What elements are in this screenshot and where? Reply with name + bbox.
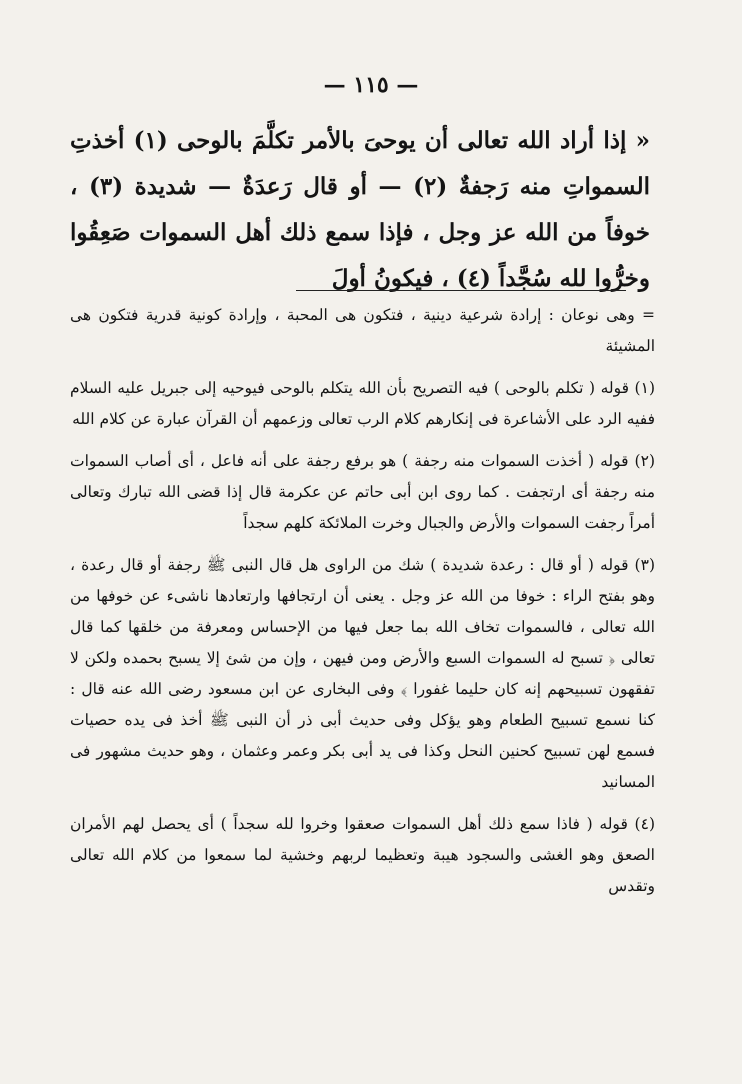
footnote-1: (١) قوله ( تكلم بالوحى ) فيه التصريح بأن الله يتكلم بالوحى فيوحيه إلى جبريل عليه السلام ففيه الرد على الأشاعرة فى إنكارهم كلام الرب تعالى وزعمهم أن القرآن عبارة عن كلام الله (70, 379, 655, 428)
footnote-3: (٣) قوله ( أو قال : رعدة شديدة ) شك من الراوى هل قال النبى ﷺ رجفة أو قال رعدة ، وهو بفتح الراء : خوفا من الله عز وجل . يعنى أن ارتجافها وارتعادها ناشىء عن خوفها من الله تعالى ، فالسموات تخاف الله بما جعل فيها من الإحساس ومعرفة من خلقها كما قال تعالى ﴿ تسبح له السموات السبع والأرض ومن فيهن ، وإن من شئ إلا يسبح بحمده ولكن لا تفقهون تسبيحهم إنه كان حليما غفورا ﴾ وفى البخارى عن ابن مسعود رضى الله عنه قال : كنا نسمع تسبيح الطعام وهو يؤكل وفى حديث أبى ذر أن النبى ﷺ أخذ فى يده حصيات فسمع لهن تسبيح كحنين النحل وكذا فى يد أبى بكر وعمر وعثمان ، وهو حديث مشهور فى المسانيد (70, 556, 655, 791)
footnote-4: (٤) قوله ( فاذا سمع ذلك أهل السموات صعقوا وخروا لله سجداً ) أى يحصل لهم الأمران الصعق وهو الغشى والسجود هيبة وتعظيما لربهم وخشية لما سمعوا من كلام الله تعالى وتقدس (70, 815, 655, 895)
main-hadith-text: « إذا أراد الله تعالى أن يوحىَ بالأمر تكلَّمَ بالوحى (١) أخذتِ السمواتِ منه رَجفةٌ (٢) — أو قال رَعدَةٌ — شديدة (٣) ، خوفاً من الله عز وجل ، فإذا سمع ذلك أهل السموات صَعِقُوا وخرُّوا لله سُجَّداً (٤) ، فيكونُ أولَ (70, 127, 650, 292)
footnotes-section (70, 300, 655, 913)
footnote-divider (296, 290, 626, 291)
footnote-continuation: = وهى نوعان : إرادة شرعية دينية ، فتكون هى المحبة ، وإرادة كونية قدرية فتكون هى المشيئة (70, 306, 655, 355)
page-number: — ١١٥ — (323, 72, 419, 98)
footnote-2: (٢) قوله ( أخذت السموات منه رجفة ) هو برفع رجفة على أنه فاعل ، أى أصاب السموات منه رجفة أى ارتجفت . كما روى ابن أبى حاتم عن عكرمة قال إذا قضى الله تبارك وتعالى أمراً رجفت السموات والأرض والجبال وخرت الملائكة كلهم سجداً (70, 452, 655, 532)
